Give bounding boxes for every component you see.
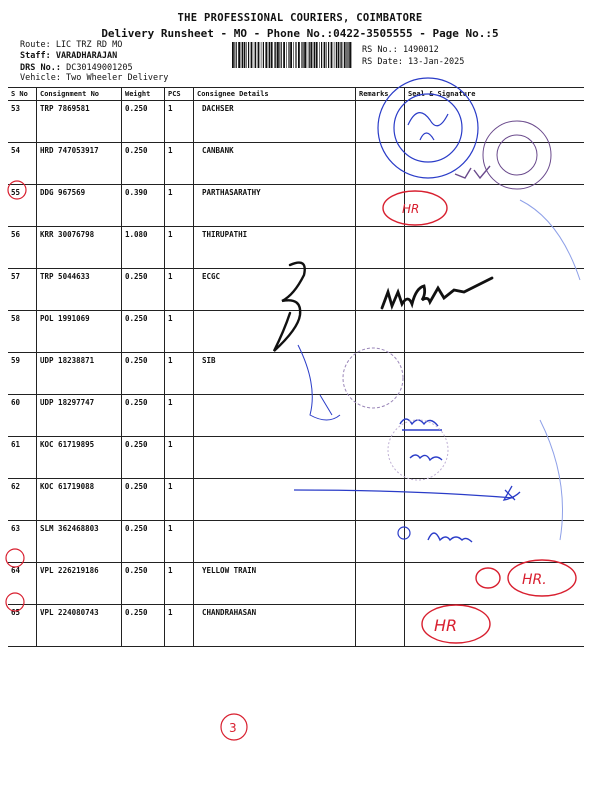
weight-cell: 0.250	[122, 395, 165, 437]
drs-row	[20, 63, 133, 73]
weight-cell: 0.250	[122, 563, 165, 605]
consignee-cell: ECGC	[194, 269, 356, 311]
table-row	[8, 227, 584, 269]
signature-cell	[405, 101, 585, 143]
col-header-seal: Seal & Signature	[405, 88, 585, 101]
pcs-cell: 1	[165, 479, 194, 521]
route-label: Route: LIC TRZ RD MO	[20, 40, 123, 50]
signature-cell	[405, 227, 585, 269]
pcs-cell: 1	[165, 101, 194, 143]
weight-cell: 0.390	[122, 185, 165, 227]
pcs-cell: 1	[165, 437, 194, 479]
consignment-cell: KOC 61719088	[37, 479, 122, 521]
svg-text:HR.: HR.	[522, 572, 547, 588]
weight-cell: 0.250	[122, 479, 165, 521]
consignment-cell: VPL 226219186	[37, 563, 122, 605]
remarks-cell	[356, 521, 405, 563]
runsheet-subtitle: Delivery Runsheet - MO - Phone No.:0422-3505555 - Page No.:5	[101, 27, 499, 40]
remarks-cell	[356, 395, 405, 437]
signature-cell	[405, 563, 585, 605]
pcs-cell: 1	[165, 143, 194, 185]
table-row	[8, 101, 584, 143]
consignee-cell: SIB	[194, 353, 356, 395]
signature-cell	[405, 605, 585, 647]
weight-cell: 0.250	[122, 605, 165, 647]
pcs-cell: 1	[165, 185, 194, 227]
pcs-cell: 1	[165, 521, 194, 563]
consignment-cell: TRP 5044633	[37, 269, 122, 311]
signature-cell	[405, 353, 585, 395]
remarks-cell	[356, 353, 405, 395]
sno-cell: 64	[8, 563, 37, 605]
col-header-pcs: PCS	[165, 88, 194, 101]
signature-cell	[405, 521, 585, 563]
consignee-cell: CANBANK	[194, 143, 356, 185]
table-row	[8, 605, 584, 647]
signature-cell	[405, 395, 585, 437]
remarks-cell	[356, 437, 405, 479]
pcs-cell: 1	[165, 269, 194, 311]
sno-cell: 57	[8, 269, 37, 311]
sno-cell: 56	[8, 227, 37, 269]
signature-cell	[405, 479, 585, 521]
sno-cell: 60	[8, 395, 37, 437]
sno-cell: 65	[8, 605, 37, 647]
remarks-cell	[356, 227, 405, 269]
rs-date: RS Date: 13-Jan-2025	[362, 57, 465, 67]
col-header-remarks: Remarks	[356, 88, 405, 101]
consignee-cell: PARTHASARATHY	[194, 185, 356, 227]
consignment-cell: VPL 224080743	[37, 605, 122, 647]
table-header-row	[8, 88, 584, 101]
remarks-cell	[356, 563, 405, 605]
remarks-cell	[356, 479, 405, 521]
signature-cell	[405, 269, 585, 311]
consignment-cell: TRP 7869581	[37, 101, 122, 143]
vehicle-label: Vehicle: Two Wheeler Delivery	[20, 73, 169, 83]
remarks-cell	[356, 269, 405, 311]
col-header-sno: S No	[8, 88, 37, 101]
consignee-cell: CHANDRAHASAN	[194, 605, 356, 647]
sno-cell: 58	[8, 311, 37, 353]
consignment-cell: KRR 30076798	[37, 227, 122, 269]
consignment-cell: POL 1991069	[37, 311, 122, 353]
svg-text:HR: HR	[434, 616, 458, 635]
table-row	[8, 563, 584, 605]
pcs-cell: 1	[165, 395, 194, 437]
consignment-cell: UDP 18238871	[37, 353, 122, 395]
barcode	[232, 42, 352, 68]
consignee-cell: DACHSER	[194, 101, 356, 143]
pcs-cell: 1	[165, 563, 194, 605]
consignee-cell	[194, 521, 356, 563]
table-row	[8, 143, 584, 185]
runsheet-table	[8, 87, 584, 647]
consignee-cell	[194, 395, 356, 437]
remarks-cell	[356, 143, 405, 185]
col-header-weight: Weight	[122, 88, 165, 101]
consignment-cell: SLM 362468803	[37, 521, 122, 563]
svg-text:HR: HR	[402, 202, 420, 216]
weight-cell: 0.250	[122, 101, 165, 143]
weight-cell: 0.250	[122, 353, 165, 395]
remarks-cell	[356, 311, 405, 353]
remarks-cell	[356, 185, 405, 227]
table-row	[8, 185, 584, 227]
col-header-consignee: Consignee Details	[194, 88, 356, 101]
sno-cell: 53	[8, 101, 37, 143]
rs-number: RS No.: 1490012	[362, 45, 439, 55]
staff-label: Staff: VARADHARAJAN	[20, 51, 118, 61]
weight-cell: 1.080	[122, 227, 165, 269]
signature-cell	[405, 185, 585, 227]
sno-cell: 63	[8, 521, 37, 563]
consignment-cell: UDP 18297747	[37, 395, 122, 437]
runsheet-title: THE PROFESSIONAL COURIERS, COIMBATORE	[177, 12, 423, 24]
pcs-cell: 1	[165, 605, 194, 647]
remarks-cell	[356, 101, 405, 143]
consignee-cell	[194, 479, 356, 521]
weight-cell: 0.250	[122, 143, 165, 185]
pcs-cell: 1	[165, 311, 194, 353]
sno-cell: 61	[8, 437, 37, 479]
sno-cell: 55	[8, 185, 37, 227]
col-header-consignment: Consignment No	[37, 88, 122, 101]
pcs-cell: 1	[165, 227, 194, 269]
consignee-cell: THIRUPATHI	[194, 227, 356, 269]
signature-cell	[405, 437, 585, 479]
table-row	[8, 311, 584, 353]
drs-label: DRS No.:	[20, 63, 61, 73]
table-row	[8, 353, 584, 395]
table-row	[8, 521, 584, 563]
table-row	[8, 479, 584, 521]
consignee-cell: YELLOW TRAIN	[194, 563, 356, 605]
signature-cell	[405, 143, 585, 185]
table-row	[8, 269, 584, 311]
signature-cell	[405, 311, 585, 353]
weight-cell: 0.250	[122, 521, 165, 563]
remarks-cell	[356, 605, 405, 647]
consignment-cell: KOC 61719895	[37, 437, 122, 479]
drs-value: DC30149001205	[66, 63, 133, 73]
sno-cell: 59	[8, 353, 37, 395]
weight-cell: 0.250	[122, 311, 165, 353]
sno-cell: 54	[8, 143, 37, 185]
weight-cell: 0.250	[122, 269, 165, 311]
table-row	[8, 437, 584, 479]
circle-3	[221, 714, 247, 740]
consignment-cell: HRD 747053917	[37, 143, 122, 185]
sno-cell: 62	[8, 479, 37, 521]
weight-cell: 0.250	[122, 437, 165, 479]
consignee-cell	[194, 311, 356, 353]
table-row	[8, 395, 584, 437]
consignee-cell	[194, 437, 356, 479]
pcs-cell: 1	[165, 353, 194, 395]
consignment-cell: DDG 967569	[37, 185, 122, 227]
svg-text:3: 3	[229, 721, 237, 735]
